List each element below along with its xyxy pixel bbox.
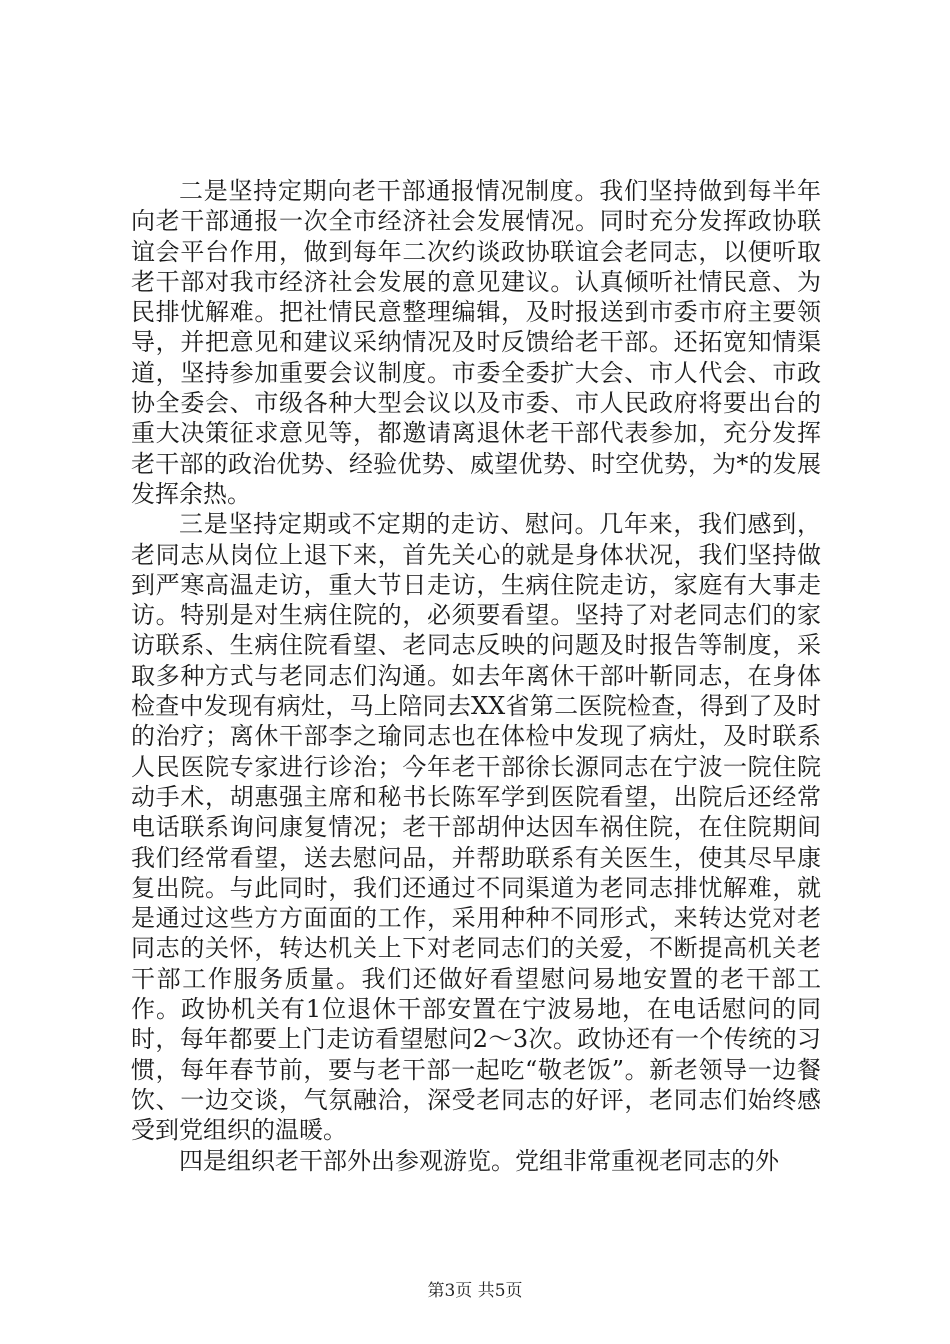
paragraph-four: 四是组织老干部外出参观游览。党组非常重视老同志的外 <box>179 1146 779 1175</box>
paragraph-two: 二是坚持定期向老干部通报情况制度。我们坚持做到每半年向老干部通报一次全市经济社会发展情况。同时充分发挥政协联谊会平台作用，做到每年二次约谈政协联谊会老同志，以便听取老干部对我市经济社会发展的意见建议。认真倾听社情民意、为民排忧解难。把社情民意整理编辑，及时报送到市委市府主要领导，并把意见和建议采纳情况及时反馈给老干部。还拓宽知情渠道，坚持参加重要会议制度。市委全委扩大会、市人代会、市政协全委会、市级各种大型会议以及市委、市人民政府将要出台的重大决策征求意见等，都邀请离退休老干部代表参加，充分发挥老干部的政治优势、经验优势、威望优势、时空优势，为*的发展发挥余热。 <box>131 177 821 508</box>
document-body <box>131 176 821 1176</box>
paragraph-three: 三是坚持定期或不定期的走访、慰问。几年来，我们感到，老同志从岗位上退下来，首先关心的就是身体状况，我们坚持做到严寒高温走访，重大节日走访，生病住院走访，家庭有大事走访。特别是对生病住院的，必须要看望。坚持了对老同志们的家访联系、生病住院看望、老同志反映的问题及时报告等制度，采取多种方式与老同志们沟通。如去年离休干部叶靳同志，在身体检查中发现有病灶，马上陪同去XX省第二医院检查，得到了及时的治疗；离休干部李之瑜同志也在体检中发现了病灶，及时联系人民医院专家进行诊治；今年老干部徐长源同志在宁波一院住院动手术，胡惠强主席和秘书长陈军学到医院看望，出院后还经常电话联系询问康复情况；老干部胡仲达因车祸住院，在住院期间我们经常看望，送去慰问品，并帮助联系有关医生，使其尽早康复出院。与此同时，我们还通过不同渠道为老同志排忧解难，就是通过这些方方面面的工作，采用种种不同形式，来转达党对老同志的关怀，转达机关上下对老同志们的关爱，不断提高机关老干部工作服务质量。我们还做好看望慰问易地安置的老干部工作。政协机关有1位退休干部安置在宁波易地，在电话慰问的同时，每年都要上门走访看望慰问2～3次。政协还有一个传统的习惯，每年春节前，要与老干部一起吃“敬老饭”。新老领导一边餐饮、一边交谈，气氛融洽，深受老同志的好评，老同志们始终感受到党组织的温暖。 <box>131 510 821 1145</box>
page-footer: 第3页 共5页 <box>427 1281 523 1301</box>
